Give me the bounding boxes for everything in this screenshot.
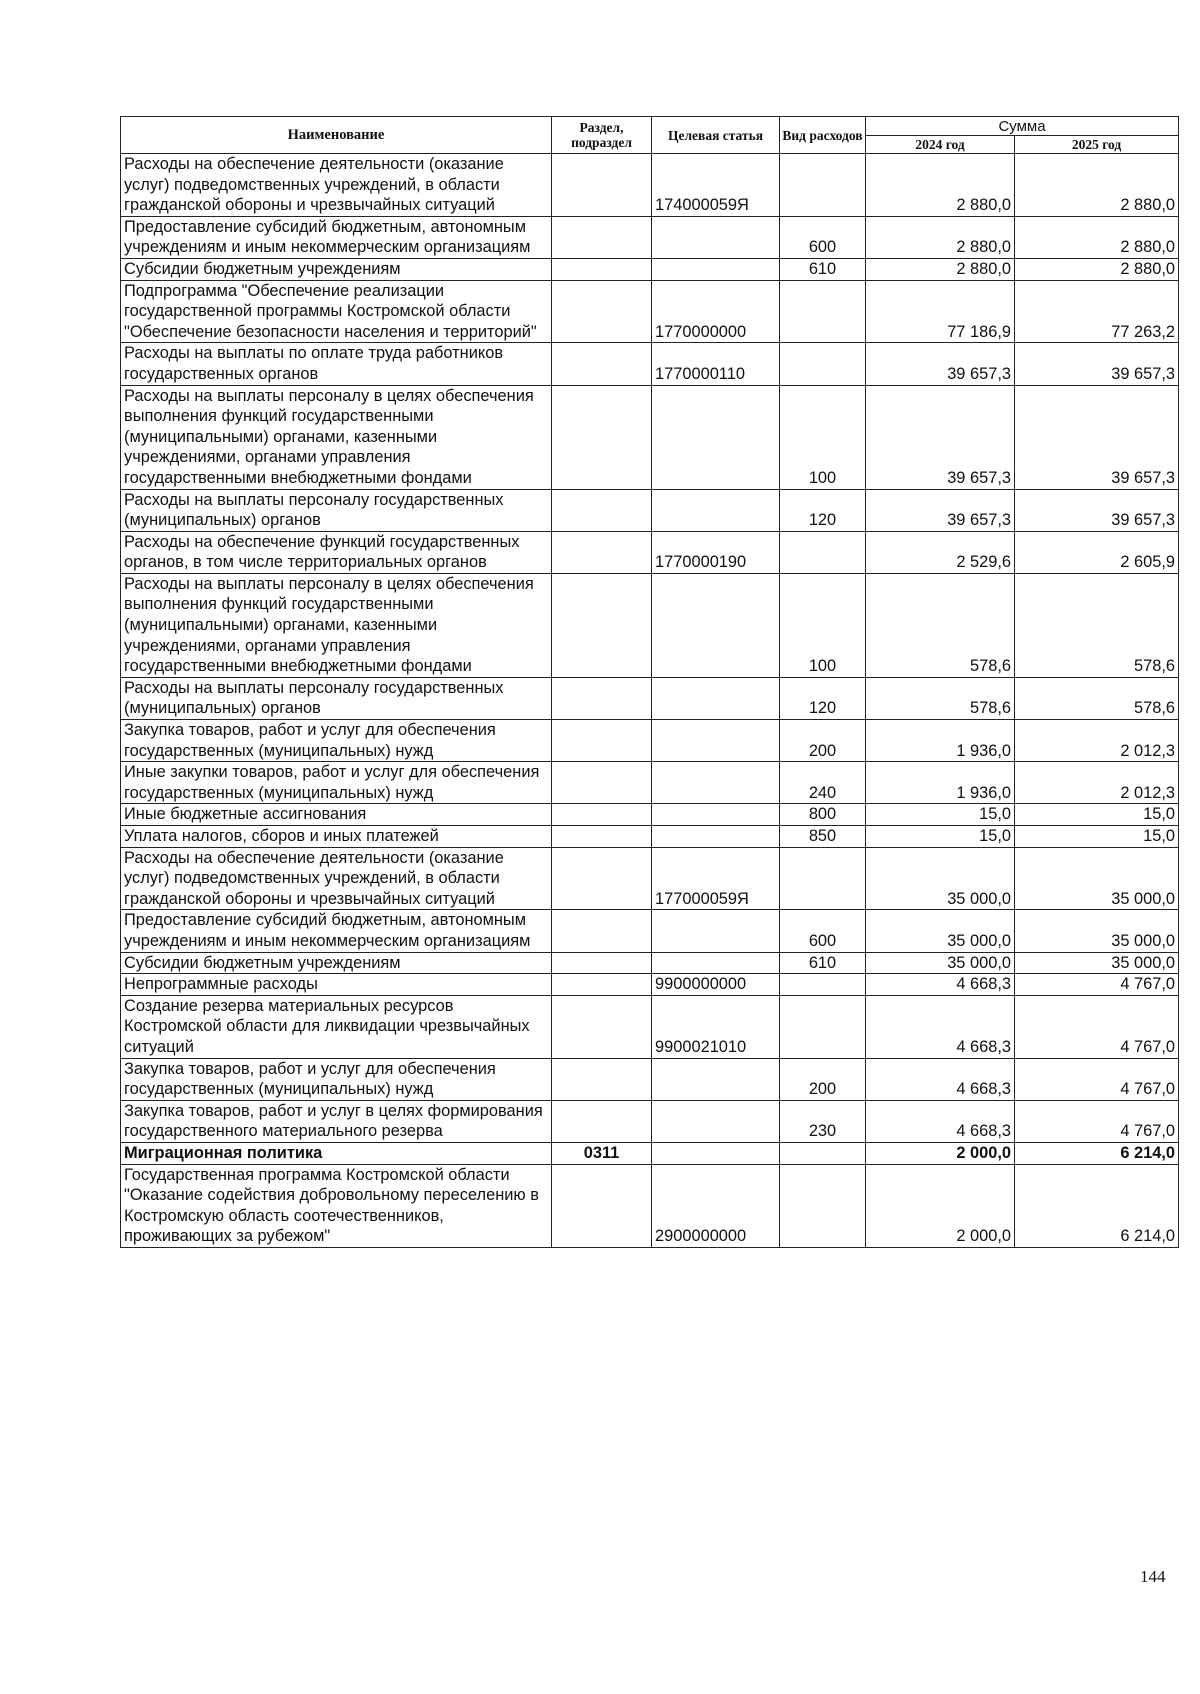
row-sum-2025: 39 657,3 <box>1015 343 1179 385</box>
row-name: Создание резерва материальных ресурсов Костромской области для ликвидации чрезвычайных ситуаций <box>121 995 552 1058</box>
table-header <box>121 117 1179 154</box>
table-row <box>121 847 1179 910</box>
row-sum-2024: 2 880,0 <box>866 154 1015 217</box>
table-row <box>121 952 1179 974</box>
row-target <box>652 216 780 258</box>
row-section <box>552 573 652 677</box>
table-row <box>121 762 1179 804</box>
row-sum-2024: 4 668,3 <box>866 974 1015 996</box>
row-type: 850 <box>780 826 866 848</box>
row-sum-2024: 2 529,6 <box>866 531 1015 573</box>
row-target: 177000059Я <box>652 847 780 910</box>
row-type: 230 <box>780 1100 866 1142</box>
row-target: 174000059Я <box>652 154 780 217</box>
row-section <box>552 826 652 848</box>
row-type: 100 <box>780 573 866 677</box>
table-row <box>121 531 1179 573</box>
table-row <box>121 1142 1179 1164</box>
row-sum-2025: 15,0 <box>1015 804 1179 826</box>
row-section <box>552 489 652 531</box>
row-sum-2024: 39 657,3 <box>866 489 1015 531</box>
row-name: Расходы на выплаты персоналу государственных (муниципальных) органов <box>121 489 552 531</box>
row-name: Субсидии бюджетным учреждениям <box>121 952 552 974</box>
row-target <box>652 910 780 952</box>
row-type: 600 <box>780 216 866 258</box>
table-row <box>121 974 1179 996</box>
row-sum-2025: 2 880,0 <box>1015 216 1179 258</box>
row-sum-2024: 4 668,3 <box>866 1058 1015 1100</box>
row-sum-2025: 15,0 <box>1015 826 1179 848</box>
row-name: Иные закупки товаров, работ и услуг для обеспечения государственных (муниципальных) нужд <box>121 762 552 804</box>
table-row <box>121 995 1179 1058</box>
row-sum-2024: 15,0 <box>866 804 1015 826</box>
row-target: 2900000000 <box>652 1164 780 1247</box>
row-section <box>552 531 652 573</box>
row-target <box>652 804 780 826</box>
row-type: 610 <box>780 258 866 280</box>
row-sum-2025: 35 000,0 <box>1015 910 1179 952</box>
row-sum-2025: 35 000,0 <box>1015 847 1179 910</box>
table-row <box>121 385 1179 489</box>
row-type: 200 <box>780 720 866 762</box>
row-sum-2025: 35 000,0 <box>1015 952 1179 974</box>
row-sum-2025: 39 657,3 <box>1015 385 1179 489</box>
row-type <box>780 974 866 996</box>
row-name: Закупка товаров, работ и услуг для обеспечения государственных (муниципальных) нужд <box>121 720 552 762</box>
row-section <box>552 216 652 258</box>
row-type: 100 <box>780 385 866 489</box>
row-name: Предоставление субсидий бюджетным, автономным учреждениям и иным некоммерческим организациям <box>121 216 552 258</box>
row-section <box>552 910 652 952</box>
row-sum-2024: 4 668,3 <box>866 1100 1015 1142</box>
row-target: 9900000000 <box>652 974 780 996</box>
row-type: 240 <box>780 762 866 804</box>
table-body <box>121 154 1179 1248</box>
row-target <box>652 952 780 974</box>
row-sum-2024: 35 000,0 <box>866 910 1015 952</box>
row-name: Расходы на обеспечение функций государственных органов, в том числе территориальных органов <box>121 531 552 573</box>
row-sum-2024: 39 657,3 <box>866 343 1015 385</box>
row-type <box>780 280 866 343</box>
row-sum-2025: 4 767,0 <box>1015 995 1179 1058</box>
row-name: Закупка товаров, работ и услуг в целях формирования государственного материального резерва <box>121 1100 552 1142</box>
row-section <box>552 280 652 343</box>
row-name: Миграционная политика <box>121 1142 552 1164</box>
row-sum-2025: 2 012,3 <box>1015 762 1179 804</box>
page-number: 144 <box>1140 1567 1166 1586</box>
row-sum-2025: 578,6 <box>1015 677 1179 719</box>
header-type: Вид расходов <box>780 117 866 154</box>
row-sum-2024: 35 000,0 <box>866 952 1015 974</box>
table-row <box>121 489 1179 531</box>
row-name: Непрограммные расходы <box>121 974 552 996</box>
row-sum-2024: 2 880,0 <box>866 258 1015 280</box>
row-type <box>780 154 866 217</box>
row-type <box>780 995 866 1058</box>
row-section <box>552 154 652 217</box>
row-section <box>552 1164 652 1247</box>
row-name: Подпрограмма "Обеспечение реализации государственной программы Костромской области "Обеспечение безопасности населения и территорий" <box>121 280 552 343</box>
row-target <box>652 720 780 762</box>
row-target <box>652 1058 780 1100</box>
row-target <box>652 573 780 677</box>
row-name: Расходы на выплаты персоналу в целях обеспечения выполнения функций государственными (муниципальными) органами, казенными учреждениями, органами управления государственными внебюджетными фондами <box>121 573 552 677</box>
header-section: Раздел, подраздел <box>552 117 652 154</box>
table-row <box>121 343 1179 385</box>
row-type <box>780 847 866 910</box>
row-sum-2025: 39 657,3 <box>1015 489 1179 531</box>
row-type: 800 <box>780 804 866 826</box>
table-row <box>121 154 1179 217</box>
row-sum-2024: 2 880,0 <box>866 216 1015 258</box>
row-name: Расходы на выплаты персоналу в целях обеспечения выполнения функций государственными (муниципальными) органами, казенными учреждениями, органами управления государственными внебюджетными фондами <box>121 385 552 489</box>
table-row <box>121 826 1179 848</box>
table-row <box>121 1058 1179 1100</box>
row-target <box>652 1142 780 1164</box>
row-section <box>552 385 652 489</box>
row-sum-2024: 578,6 <box>866 573 1015 677</box>
row-name: Расходы на выплаты персоналу государственных (муниципальных) органов <box>121 677 552 719</box>
table-row <box>121 573 1179 677</box>
row-sum-2024: 1 936,0 <box>866 720 1015 762</box>
budget-table <box>120 116 1179 1248</box>
row-sum-2025: 578,6 <box>1015 573 1179 677</box>
row-sum-2024: 4 668,3 <box>866 995 1015 1058</box>
table-row <box>121 720 1179 762</box>
row-target: 1770000110 <box>652 343 780 385</box>
row-type <box>780 1164 866 1247</box>
row-sum-2025: 6 214,0 <box>1015 1164 1179 1247</box>
table-row <box>121 258 1179 280</box>
header-sum: Сумма <box>866 117 1179 136</box>
row-target <box>652 826 780 848</box>
row-sum-2024: 35 000,0 <box>866 847 1015 910</box>
row-type <box>780 1142 866 1164</box>
row-name: Уплата налогов, сборов и иных платежей <box>121 826 552 848</box>
row-name: Расходы на обеспечение деятельности (оказание услуг) подведомственных учреждений, в области гражданской обороны и чрезвычайных ситуаций <box>121 154 552 217</box>
row-type: 120 <box>780 489 866 531</box>
row-section <box>552 677 652 719</box>
row-sum-2025: 2 605,9 <box>1015 531 1179 573</box>
header-name: Наименование <box>121 117 552 154</box>
row-sum-2025: 2 880,0 <box>1015 154 1179 217</box>
row-section: 0311 <box>552 1142 652 1164</box>
row-type: 600 <box>780 910 866 952</box>
row-section <box>552 343 652 385</box>
row-type: 610 <box>780 952 866 974</box>
header-year-2024: 2024 год <box>866 136 1015 154</box>
row-sum-2025: 4 767,0 <box>1015 1100 1179 1142</box>
table-row <box>121 677 1179 719</box>
row-section <box>552 995 652 1058</box>
row-section <box>552 847 652 910</box>
row-sum-2025: 4 767,0 <box>1015 1058 1179 1100</box>
row-target <box>652 489 780 531</box>
row-name: Иные бюджетные ассигнования <box>121 804 552 826</box>
table-row <box>121 216 1179 258</box>
row-target: 1770000190 <box>652 531 780 573</box>
row-target: 1770000000 <box>652 280 780 343</box>
row-name: Расходы на обеспечение деятельности (оказание услуг) подведомственных учреждений, в области гражданской обороны и чрезвычайных ситуаций <box>121 847 552 910</box>
row-name: Государственная программа Костромской области "Оказание содействия добровольному переселению в Костромскую область соотечественников, проживающих за рубежом" <box>121 1164 552 1247</box>
row-sum-2025: 2 880,0 <box>1015 258 1179 280</box>
row-target <box>652 385 780 489</box>
table-row <box>121 1100 1179 1142</box>
row-section <box>552 804 652 826</box>
table-row <box>121 1164 1179 1247</box>
row-name: Расходы на выплаты по оплате труда работников государственных органов <box>121 343 552 385</box>
row-section <box>552 952 652 974</box>
row-name: Предоставление субсидий бюджетным, автономным учреждениям и иным некоммерческим организациям <box>121 910 552 952</box>
row-type <box>780 531 866 573</box>
header-year-2025: 2025 год <box>1015 136 1179 154</box>
row-section <box>552 258 652 280</box>
row-sum-2024: 77 186,9 <box>866 280 1015 343</box>
row-section <box>552 1058 652 1100</box>
table-row <box>121 280 1179 343</box>
row-target <box>652 1100 780 1142</box>
table-row <box>121 804 1179 826</box>
row-section <box>552 762 652 804</box>
row-target <box>652 762 780 804</box>
row-type: 200 <box>780 1058 866 1100</box>
row-type <box>780 343 866 385</box>
row-target <box>652 677 780 719</box>
header-target: Целевая статья <box>652 117 780 154</box>
row-type: 120 <box>780 677 866 719</box>
row-sum-2025: 6 214,0 <box>1015 1142 1179 1164</box>
row-section <box>552 1100 652 1142</box>
row-target: 9900021010 <box>652 995 780 1058</box>
row-sum-2024: 15,0 <box>866 826 1015 848</box>
row-sum-2024: 2 000,0 <box>866 1142 1015 1164</box>
row-name: Субсидии бюджетным учреждениям <box>121 258 552 280</box>
row-sum-2025: 2 012,3 <box>1015 720 1179 762</box>
row-sum-2025: 4 767,0 <box>1015 974 1179 996</box>
row-target <box>652 258 780 280</box>
row-section <box>552 974 652 996</box>
table-row <box>121 910 1179 952</box>
row-name: Закупка товаров, работ и услуг для обеспечения государственных (муниципальных) нужд <box>121 1058 552 1100</box>
row-sum-2024: 39 657,3 <box>866 385 1015 489</box>
row-sum-2024: 2 000,0 <box>866 1164 1015 1247</box>
row-sum-2025: 77 263,2 <box>1015 280 1179 343</box>
row-section <box>552 720 652 762</box>
row-sum-2024: 1 936,0 <box>866 762 1015 804</box>
row-sum-2024: 578,6 <box>866 677 1015 719</box>
